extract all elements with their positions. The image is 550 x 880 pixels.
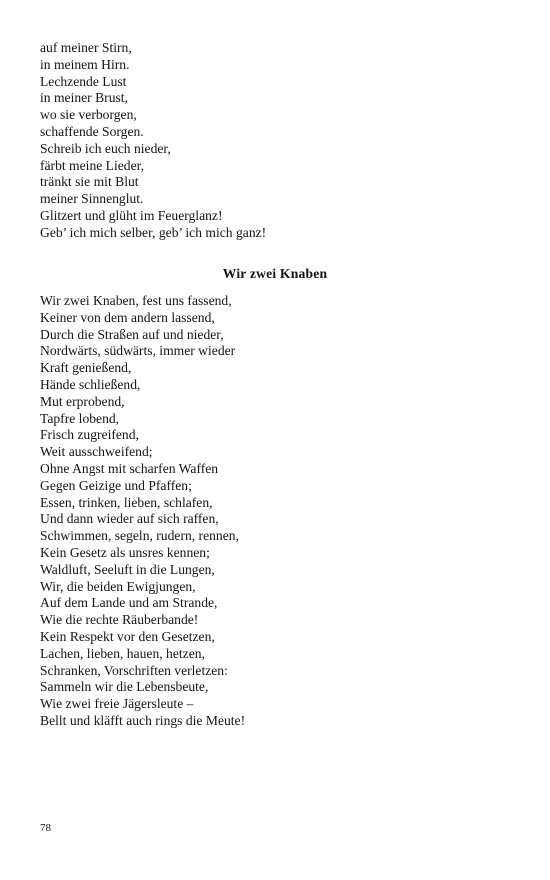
verse-line: Gegen Geizige und Pfaffen;	[40, 477, 192, 493]
verse-line: Kein Gesetz als unsres kennen;	[40, 544, 210, 560]
verse-line: Wir, die beiden Ewigjungen,	[40, 578, 196, 594]
verse-line: Kein Respekt vor den Gesetzen,	[40, 628, 215, 644]
poem-body	[40, 293, 510, 730]
verse-line: Ohne Angst mit scharfen Waffen	[40, 460, 219, 476]
verse-line: auf meiner Stirn,	[40, 40, 132, 55]
verse-line: Wie die rechte Räuberbande!	[40, 612, 199, 628]
verse-line: Essen, trinken, lieben, schlafen,	[40, 494, 213, 510]
verse-line: Wie zwei freie Jägersleute –	[40, 696, 194, 712]
verse-line: Geb’ ich mich selber, geb’ ich mich ganz!	[40, 224, 267, 240]
verse-line: Schreib ich euch nieder,	[40, 140, 171, 156]
verse-line: Sammeln wir die Lebensbeute,	[40, 679, 209, 695]
verse-line: Frisch zugreifend,	[40, 427, 139, 443]
verse-line: Kraft genießend,	[40, 360, 132, 376]
verse-line: Durch die Straßen auf und nieder,	[40, 326, 224, 342]
verse-line: Bellt und kläfft auch rings die Meute!	[40, 712, 246, 728]
verse-line: Keiner von dem andern lassend,	[40, 309, 215, 325]
poem-title: Wir zwei Knaben	[222, 266, 328, 281]
verse-line: Nordwärts, südwärts, immer wieder	[40, 343, 236, 359]
verse-line: färbt meine Lieder,	[40, 157, 144, 173]
verse-line: Glitzert und glüht im Feuerglanz!	[40, 207, 223, 223]
verse-line: Tapfre lobend,	[40, 410, 120, 426]
verse-line: Mut erprobend,	[40, 393, 125, 409]
verse-line: schaffende Sorgen.	[40, 123, 144, 139]
verse-line: Lechzende Lust	[40, 73, 127, 89]
verse-line: in meinem Hirn.	[40, 56, 130, 72]
verse-line: meiner Sinnenglut.	[40, 191, 144, 207]
verse-line: Wir zwei Knaben, fest uns fassend,	[40, 293, 232, 308]
verse-line: Und dann wieder auf sich raffen,	[40, 511, 219, 527]
previous-poem-ending	[40, 40, 510, 242]
verse-line: Schwimmen, segeln, rudern, rennen,	[40, 528, 239, 544]
verse-line: Waldluft, Seeluft in die Lungen,	[40, 561, 215, 577]
verse-line: Schranken, Vorschriften verletzen:	[40, 662, 228, 678]
verse-line: tränkt sie mit Blut	[40, 174, 139, 190]
verse-line: Lachen, lieben, hauen, hetzen,	[40, 645, 205, 661]
verse-line: wo sie verborgen,	[40, 107, 137, 123]
page-number: 78	[40, 822, 51, 834]
verse-line: Weit ausschweifend;	[40, 444, 153, 460]
verse-line: Hände schließend,	[40, 376, 141, 392]
verse-line: in meiner Brust,	[40, 90, 128, 106]
verse-line: Auf dem Lande und am Strande,	[40, 595, 218, 611]
